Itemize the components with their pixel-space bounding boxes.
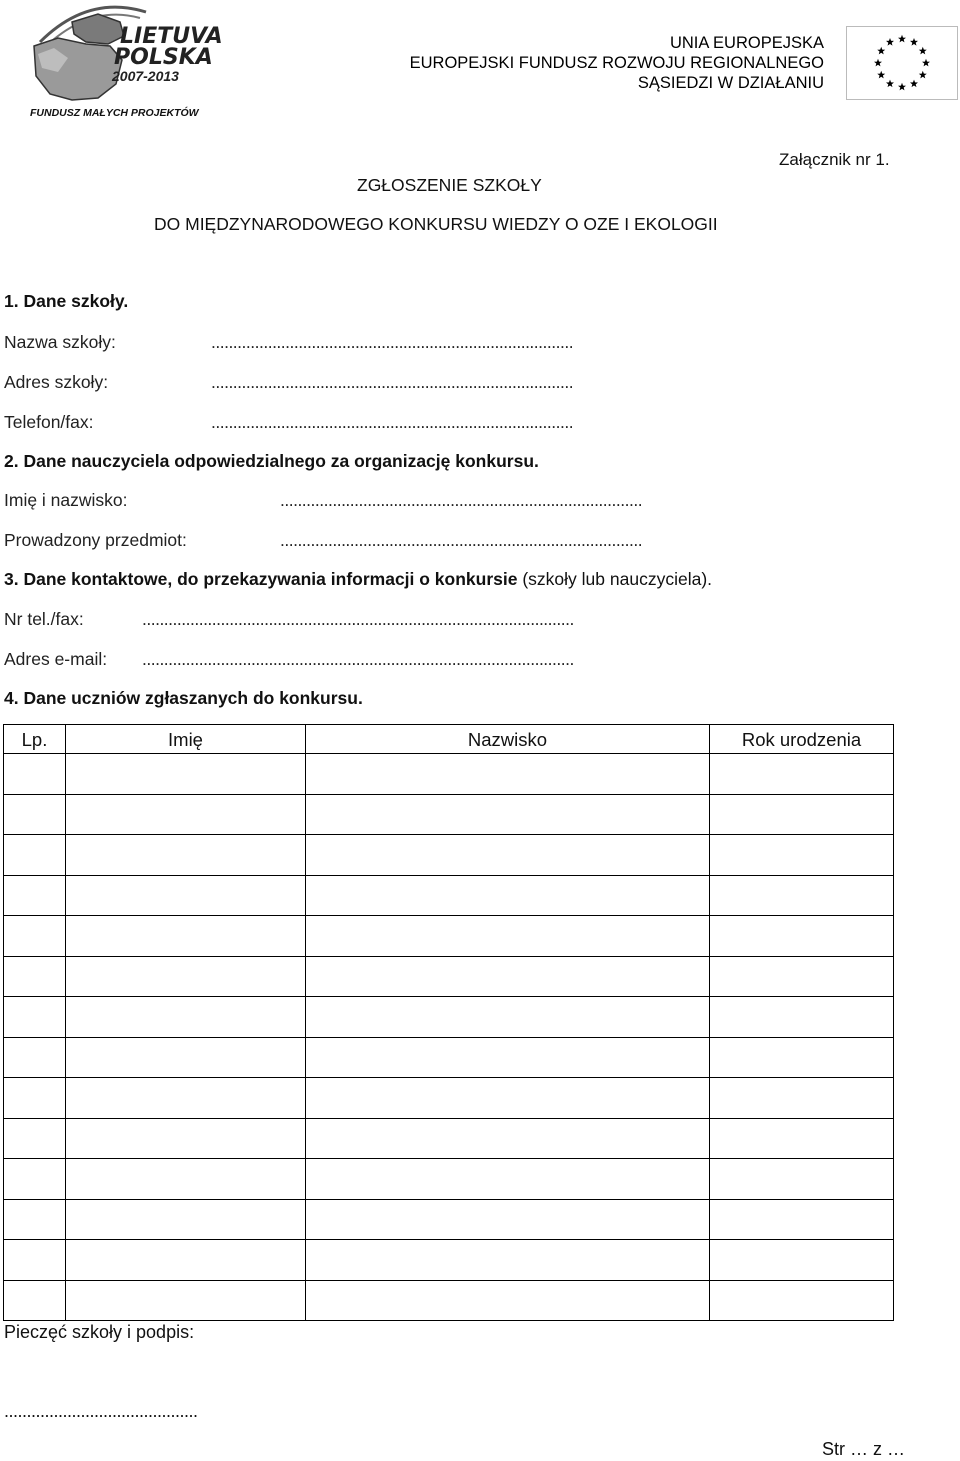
eu-stars-flag-icon: [846, 26, 958, 100]
signature-field[interactable]: ...........................................: [4, 1401, 198, 1421]
cell-first-name[interactable]: [66, 997, 306, 1038]
teacher-subject-label: Prowadzony przedmiot:: [4, 530, 187, 550]
eu-star-icon: [874, 59, 882, 67]
table-row: [4, 835, 894, 876]
cell-first-name[interactable]: [66, 754, 306, 795]
cell-last-name[interactable]: [306, 1037, 710, 1078]
cell-last-name[interactable]: [306, 997, 710, 1038]
cell-first-name[interactable]: [66, 1037, 306, 1078]
eu-line-union: UNIA EUROPEJSKA: [669, 34, 824, 52]
section2-heading-text: 2. Dane nauczyciela odpowiedzialnego za organizację konkursu.: [4, 451, 539, 471]
eu-star-icon: [898, 35, 906, 43]
school-phone-field[interactable]: ...................................................................................: [211, 412, 574, 432]
school-name-field[interactable]: ...................................................................................: [211, 332, 574, 352]
table-row: [4, 1037, 894, 1078]
cell-lp[interactable]: [4, 1078, 66, 1119]
table-row: [4, 1078, 894, 1119]
table-row: [4, 1159, 894, 1200]
form-title: ZGŁOSZENIE SZKOŁY: [357, 175, 542, 195]
table-row: [4, 1199, 894, 1240]
contact-email-field[interactable]: ...................................................................................................: [142, 649, 574, 669]
column-header-last-name: Nazwisko: [306, 725, 710, 754]
cell-first-name[interactable]: [66, 1240, 306, 1281]
students-table-header: [4, 725, 894, 754]
logo-title-lietuva: LIETUVA: [120, 24, 223, 49]
table-row: [4, 754, 894, 795]
cell-lp[interactable]: [4, 754, 66, 795]
table-row: [4, 1280, 894, 1321]
table-row: [4, 875, 894, 916]
logo-program-name: FUNDUSZ MAŁYCH PROJEKTÓW: [30, 107, 199, 119]
eu-star-icon: [922, 59, 930, 67]
cell-lp[interactable]: [4, 997, 66, 1038]
teacher-name-label: Imię i nazwisko:: [4, 490, 128, 510]
eu-star-icon: [886, 80, 894, 88]
cell-first-name[interactable]: [66, 875, 306, 916]
cell-birth-year[interactable]: [710, 1037, 894, 1078]
section2-heading: [4, 451, 539, 472]
cell-birth-year[interactable]: [710, 956, 894, 997]
column-header-lp: Lp.: [4, 725, 66, 754]
cell-birth-year[interactable]: [710, 1118, 894, 1159]
cell-lp[interactable]: [4, 1199, 66, 1240]
cell-lp[interactable]: [4, 956, 66, 997]
cell-last-name[interactable]: [306, 1159, 710, 1200]
eu-star-icon: [898, 83, 906, 91]
section3-heading: [4, 569, 712, 590]
annex-label: Załącznik nr 1.: [779, 150, 890, 169]
cell-birth-year[interactable]: [710, 1078, 894, 1119]
eu-star-icon: [910, 38, 918, 46]
eu-star-icon: [910, 80, 918, 88]
cell-last-name[interactable]: [306, 754, 710, 795]
eu-star-icon: [877, 47, 885, 55]
table-row: [4, 1240, 894, 1281]
cell-first-name[interactable]: [66, 1159, 306, 1200]
eu-line-fund: EUROPEJSKI FUNDUSZ ROZWOJU REGIONALNEGO: [409, 54, 824, 72]
cell-birth-year[interactable]: [710, 875, 894, 916]
students-table: [3, 724, 894, 1321]
cell-last-name[interactable]: [306, 916, 710, 957]
form-subtitle: DO MIĘDZYNARODOWEGO KONKURSU WIEDZY O OZE I EKOLOGII: [154, 214, 718, 234]
cell-lp[interactable]: [4, 1240, 66, 1281]
eu-stars: [847, 27, 957, 99]
cell-lp[interactable]: [4, 1037, 66, 1078]
cell-last-name[interactable]: [306, 1078, 710, 1119]
logo-title-polska: POLSKA: [114, 45, 213, 70]
eu-funding-text: [410, 33, 824, 93]
school-address-field[interactable]: ...................................................................................: [211, 372, 574, 392]
cell-last-name[interactable]: [306, 956, 710, 997]
table-row: [4, 916, 894, 957]
cell-first-name[interactable]: [66, 1199, 306, 1240]
teacher-subject-field[interactable]: ...................................................................................: [280, 530, 643, 550]
table-row: [4, 956, 894, 997]
cell-first-name[interactable]: [66, 956, 306, 997]
column-header-first-name: Imię: [66, 725, 306, 754]
logo-years: 2007-2013: [112, 68, 179, 84]
section1-heading: 1. Dane szkoły.: [4, 291, 129, 311]
students-table-body: [4, 754, 894, 1321]
stamp-signature-label: Pieczęć szkoły i podpis:: [4, 1322, 195, 1342]
eu-star-icon: [877, 71, 885, 79]
cell-last-name[interactable]: [306, 794, 710, 835]
cell-first-name[interactable]: [66, 916, 306, 957]
cell-lp[interactable]: [4, 794, 66, 835]
cell-first-name[interactable]: [66, 1078, 306, 1119]
cell-first-name[interactable]: [66, 794, 306, 835]
cell-lp[interactable]: [4, 916, 66, 957]
eu-star-icon: [919, 71, 927, 79]
table-row: [4, 997, 894, 1038]
contact-phone-field[interactable]: ...................................................................................................: [142, 609, 574, 629]
table-row: [4, 1118, 894, 1159]
cell-lp[interactable]: [4, 1118, 66, 1159]
cell-lp[interactable]: [4, 1280, 66, 1321]
section3-heading-normal: (szkoły lub nauczyciela).: [522, 569, 713, 589]
cell-first-name[interactable]: [66, 835, 306, 876]
cell-last-name[interactable]: [306, 1240, 710, 1281]
cell-lp[interactable]: [4, 875, 66, 916]
contact-email-label: Adres e-mail:: [4, 649, 108, 669]
school-phone-label: Telefon/fax:: [4, 412, 94, 432]
teacher-name-field[interactable]: ...................................................................................: [280, 490, 643, 510]
eu-star-icon: [919, 47, 927, 55]
cell-last-name[interactable]: [306, 1199, 710, 1240]
contact-phone-label: Nr tel./fax:: [4, 609, 84, 629]
cell-last-name[interactable]: [306, 835, 710, 876]
cell-birth-year[interactable]: [710, 835, 894, 876]
eu-star-icon: [886, 38, 894, 46]
lietuva-polska-logo: [28, 2, 228, 120]
cell-lp[interactable]: [4, 835, 66, 876]
cell-birth-year[interactable]: [710, 1240, 894, 1281]
cell-birth-year[interactable]: [710, 754, 894, 795]
cell-lp[interactable]: [4, 1159, 66, 1200]
cell-first-name[interactable]: [66, 1280, 306, 1321]
cell-last-name[interactable]: [306, 875, 710, 916]
school-address-label: Adres szkoły:: [4, 372, 109, 392]
cell-last-name[interactable]: [306, 1280, 710, 1321]
table-row: [4, 794, 894, 835]
cell-birth-year[interactable]: [710, 794, 894, 835]
column-header-birth-year: Rok urodzenia: [710, 725, 894, 754]
school-name-label: Nazwa szkoły:: [4, 332, 116, 352]
cell-birth-year[interactable]: [710, 1159, 894, 1200]
section3-heading-bold: 3. Dane kontaktowe, do przekazywania informacji o konkursie: [4, 569, 518, 589]
eu-line-neighbours: SĄSIEDZI W DZIAŁANIU: [637, 74, 824, 92]
cell-birth-year[interactable]: [710, 1280, 894, 1321]
cell-birth-year[interactable]: [710, 916, 894, 957]
cell-birth-year[interactable]: [710, 997, 894, 1038]
cell-first-name[interactable]: [66, 1118, 306, 1159]
lietuva-polska-map-logo: [28, 2, 228, 120]
page-number: Str … z …: [822, 1439, 906, 1459]
cell-last-name[interactable]: [306, 1118, 710, 1159]
cell-birth-year[interactable]: [710, 1199, 894, 1240]
section4-heading: 4. Dane uczniów zgłaszanych do konkursu.: [4, 688, 363, 708]
